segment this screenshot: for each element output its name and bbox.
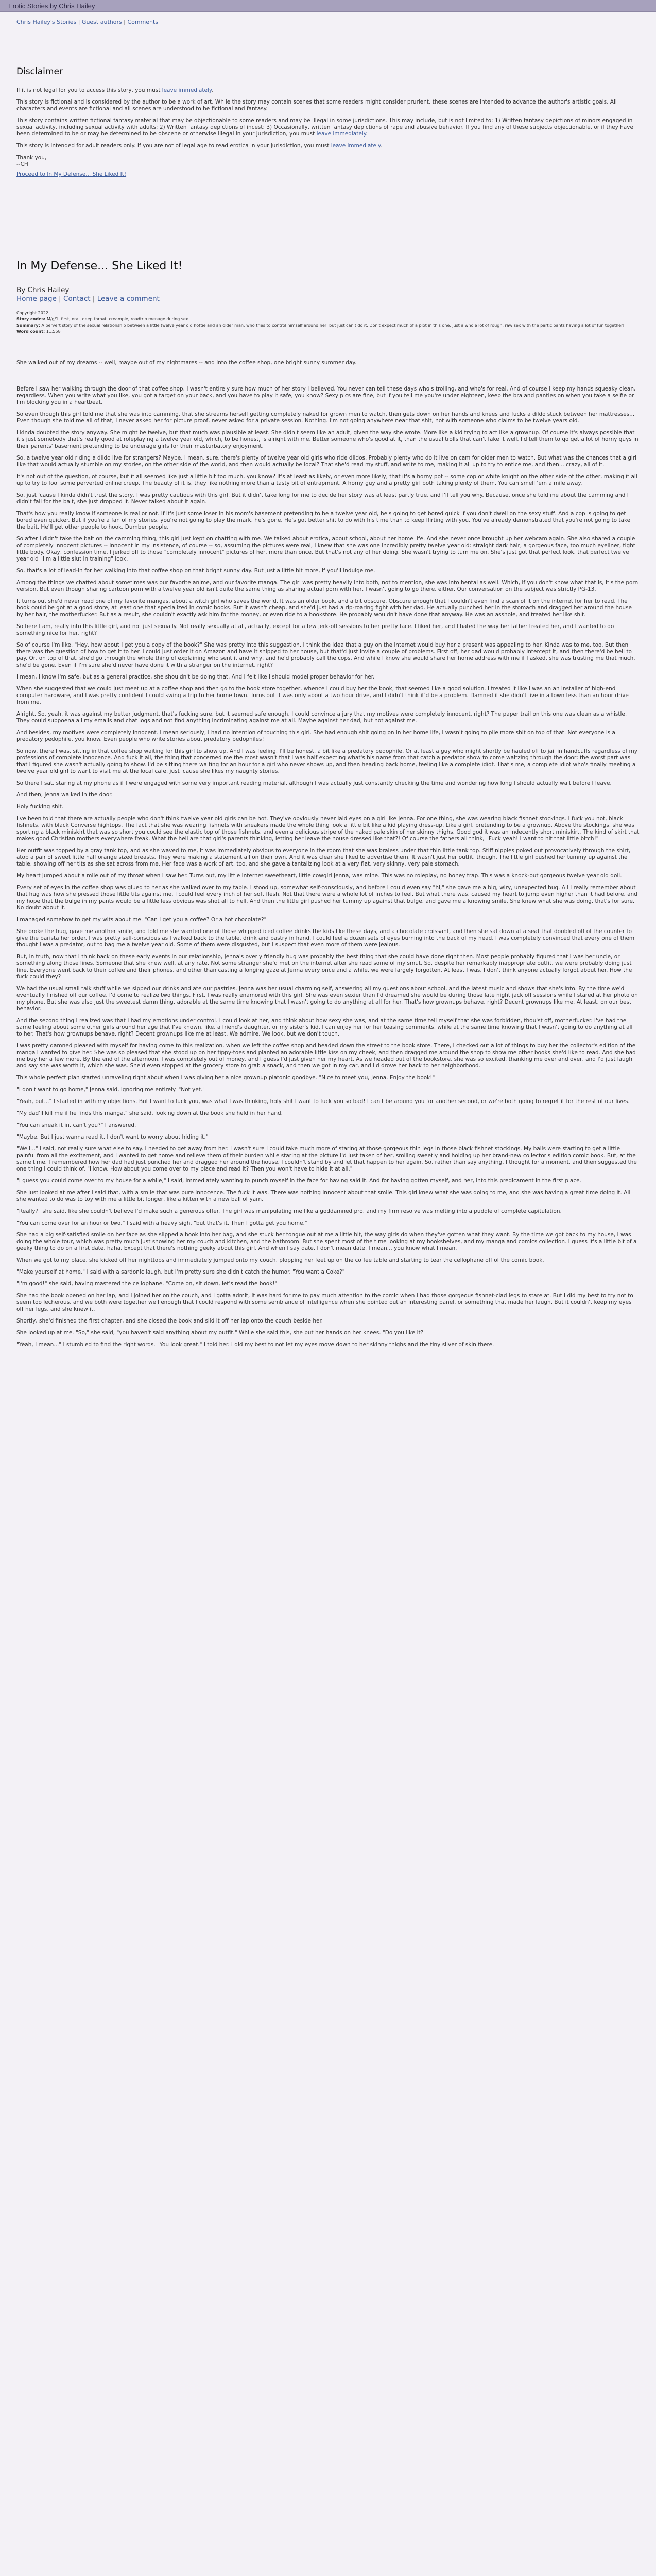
proceed-link[interactable]: Proceed to In My Defense... She Liked It! (16, 171, 127, 177)
story-paragraph: And then, Jenna walked in the door. (16, 792, 113, 798)
disclaimer-paragraph: This story is fictional and is considered by the author to be a work of art. While the story may contain scenes that some readers might consider prurient, these scenes are intended to advance the author's artistic goals. All characters and events are fictional and all scenes are understood to be fictional and fantasy. (16, 99, 617, 112)
disclaimer-paragraph: If it is not legal for you to access this story, you must leave immediately. (16, 87, 213, 93)
word-count: Word count: 11,558 (16, 329, 61, 334)
story-paragraph: Her outfit was topped by a gray tank top, and as she waved to me, it was immediately obvious to everyone in the room that she was braless under that thin little tank top. Stiff nipples poked out provocatively through the shirt, atop a pair of sweet little half orange sized breasts. They were making a statement all on their own. And it was clear she liked to advertise them. It wasn't just her outfit, though. The little girl pushed her tummy up against the table, showing off her tits as she sat across from me. Her face was a work of art, too, and she gave a tantalizing look at a very flat, very skinny, very pale stomach. (16, 848, 631, 867)
story-paragraph: Every set of eyes in the coffee shop was glued to her as she walked over to my table. I stood up, somewhat self-consciously, and before I could even say "hi," she gave me a big, wiry, unexpected hug. All I really remember about that hug was how she pressed those little tits against me. I could feel every inch of her soft flesh. Not that there were a whole lot of inches to feel. But what there was, caused my heart to jump even higher than it had before, and my hope that the bulge in my pants would be a little less obvious was shot all to hell. And then the little girl pushed her tummy up against that bulge, and gave me a knowing smile. She knew what she was doing, that's for sure. No doubt about it. (16, 885, 637, 911)
story-paragraph: "You can sneak it in, can't you?" I answered. (16, 1122, 136, 1128)
story-paragraph: So, that's a lot of lead-in for her walking into that coffee shop on that bright sunny day. But just a little bit more, if you'll indulge me. (16, 568, 375, 574)
story-paragraph: So, just 'cause I kinda didn't trust the story, I was pretty cautious with this girl. But it didn't take long for me to decide her story was at least partly true, and I'll tell you why. Because, once she told me about the camming and I didn't fall for the bait, she just dropped it. Never talked about it again. (16, 492, 629, 505)
story-paragraph: And the second thing I realized was that I had my emotions under control. I could look at her, and think about how sexy she was, and at the same time tell myself that she was forbidden, thou'st off, motherfucker. I've had the same feeling about some other girls around her age that I've known, like, a friend's daughter, or my sister's kid. I can enjoy her for her teasing comments, while at the same time knowing that I wasn't going to do anything at all to her. That's how grownups behave, right? Decent grownups like me at least. We admire. We look, but we don't touch. (16, 1018, 633, 1037)
story-paragraph: When she suggested that we could just meet up at a coffee shop and then go to the book store together, whence I could buy her the book, that seemed like a good solution. I treated it like I was an an installer of high-end computer hardware, and I was pretty confident I could swing a trip to her home town. Turns out it was only about a two hour drive, and I didn't think it'd be a problem. Damned if she didn't live in a town less than an hour drive from me. (16, 686, 629, 705)
story-paragraph: She had the book opened on her lap, and I joined her on the couch, and I gotta admit, it was hard for me to pay much attention to the comic when I had those gorgeous fishnet-clad legs to stare at. But I did my best to try not to seem too lecherous, and we both were together well enough that I could respond with some semblance of intelligence when she pointed out an interesting panel, or something that made her laugh. But it couldn't keep my eyes off her legs, and she knew it. (16, 1293, 633, 1312)
story-byline: By Chris Hailey (16, 286, 70, 294)
story-paragraph: She looked up at me. "So," she said, "you haven't said anything about my outfit." While she said this, she put her hands on her knees. "Do you like it?" (16, 1330, 426, 1336)
story-paragraph: Shortly, she'd finished the first chapter, and she closed the book and slid it off her lap onto the couch beside her. (16, 1318, 323, 1324)
story-paragraph: "Maybe. But I just wanna read it. I don't want to worry about hiding it." (16, 1134, 209, 1140)
leave-link[interactable]: leave immediately (331, 143, 381, 149)
leave-comment-link[interactable]: Leave a comment (97, 295, 160, 303)
link-separator: | (122, 19, 128, 25)
story-paragraph: So now, there I was, sitting in that coffee shop waiting for this girl to show up. And I was feeling, I'll be honest, a bit like a predatory pedophile. Or at least a guy who might shortly be hauled off to jail in handcuffs regardless of my professions of complete innocence. And fuck it all, the thing that concerned me the most wasn't that I was half expecting what's his name from that catch a predator show to come waltzing through the door; the worst part was that I figured she wasn't actually going to show. I'd be sitting there waiting for an hour for a girl who never shows up, and then heading back home, feeling like a complete idiot. That's me, a complete idiot who's finally meeting a twelve year old girl to want to visit me at the local cafe, just 'cause she likes my naughty stories. (16, 748, 638, 774)
story-paragraph: It's not out of the question, of course, but it all seemed like just a little bit too much, you know? It's at least as likely, or even more likely, that it's a horny pot -- some cop or white knight on the other side of the other, making it all up to try to fool some perverted online creep. The beauty of it is, they like nothing more than a tasty bit of entrapment. A horny guy and a pretty girl both taking plenty of them. You can smell 'em a mile away. (16, 473, 637, 486)
story-codes: Story codes: M/g/1, first, oral, deep throat, creampie, roadtrip menage during sex (16, 317, 188, 321)
leave-link[interactable]: leave immediately (316, 131, 366, 137)
story-paragraph: She just looked at me after I said that, with a smile that was pure innocence. The fuck it was. There was nothing innocent about that smile. This girl knew what she was doing to me, and she was having a great time doing it. All she wanted to do was to toy with me a little bit longer, like a kitten with a new ball of yarn. (16, 1190, 631, 1202)
disclaimer-paragraph: This story is intended for adult readers only. If you are not of legal age to read erotica in your jurisdiction, you must leave immediately. (16, 143, 382, 149)
comments-link[interactable]: Comments (127, 19, 159, 25)
story-paragraph: That's how you really know if someone is real or not. If it's just some loser in his mom's basement pretending to be a twelve year old, he's going to get bored quick if you don't dwell on the sexy stuff. And a cop is going to get bored even quicker. But if you're a fan of my stories, you're not going to play the mark, he's gone. He's got better shit to do with his time than to keep flirting with you. You've already demonstrated that you're not going to take the bait. He'll get other people to hook. Dumber people. (16, 511, 631, 530)
story-paragraph: "I don't want to go home," Jenna said, ignoring me entirely. "Not yet." (16, 1087, 205, 1093)
link-separator: | (76, 19, 82, 25)
story-paragraph: "Really?" she said, like she couldn't believe I'd make such a generous offer. The girl was manipulating me like a goddamned pro, and my firm resolve was melting into a puddle of complete capitulation. (16, 1208, 562, 1214)
story-paragraph: We had the usual small talk stuff while we sipped our drinks and ate our pastries. Jenna was her usual charming self, answering all my questions about school, and the latest music and shows that she's into. By the time we'd eventually finished off our coffee, I'd come to realize two things. First, I was really enamored with this girl. She was even sexier than I'd dreamed she would be during those late night jack off sessions while I stared at her photo on my phone. But she was also just the sweetest damn thing, adorable at the same time knowing that I wasn't going to do anything at all for her. That's how grownups behave, right? Decent grownups like me. At least, on our best behavior. (16, 986, 638, 1012)
story-paragraph: Alright. So, yeah, it was against my better judgment, that's fucking sure, but it seemed safe enough. I could convince a jury that my motives were completely innocent, right? The paper trail on this one was clean as a whistle. They could subpoena all my emails and chat logs and not find anything incriminating against me at all. Maybe against her dad, but not against me. (16, 711, 627, 724)
story-paragraph: She broke the hug, gave me another smile, and told me she wanted one of those whipped iced coffee drinks the kids like these days, and a chocolate croissant, and then she sat down at a seat that doubled off of the counter to give the barista her order. I was pretty self-conscious as I walked back to the table, drink and pastry in hand. I could feel a dozen sets of eyes burning into the back of my head. I was completely convinced that every one of them thought I was a predator, out to bag me a twelve year old. Some of them were disgusted, but I suspect that even more of them were jealous. (16, 928, 635, 948)
story-paragraph: "My dad'll kill me if he finds this manga," she said, looking down at the book she held in her hand. (16, 1110, 283, 1116)
story-paragraph: So, a twelve year old riding a dildo live for strangers? Maybe. I mean, sure, there's plenty of twelve year old girls who ride dildos. Probably plenty who do it live on cam for older men to watch. But what was the chances that a girl like that would actually stumble on my stories, on the other side of the world, and then would actually be local? That she'd read my stuff, and write to me, making it all up to try to entice me, and then... crazy, all of it. (16, 455, 637, 468)
story-paragraph: Holy fucking shit. (16, 804, 64, 810)
story-paragraph: I managed somehow to get my wits about me. "Can I get you a coffee? Or a hot chocolate?" (16, 917, 267, 923)
contact-link[interactable]: Contact (63, 295, 91, 303)
story-paragraph: Among the things we chatted about sometimes was our favorite anime, and our favorite manga. The girl was pretty heavily into both, not to mention, she was into hentai as well. Which, if you don't know what that is, it's the porn version. But even though sharing cartoon porn with a twelve year old isn't quite the same thing as sharing actual porn with her, I wasn't going to go there, either. Our conversation on the subject was strictly PG-13. (16, 580, 638, 592)
story-body (16, 360, 640, 1348)
top-links (16, 19, 640, 25)
story-paragraph: But, in truth, now that I think back on these early events in our relationship, Jenna's overly friendly hug was probably the best thing that she could have done right then. Most people probably figured that I was her uncle, or something along those lines. Someone that she knew well, at any rate. Not some stranger she'd met on the internet after she read some of my smut. So, despite her remarkably inappropriate outfit, we were probably doing just fine. Everyone went back to their coffee and their phones, and other than casting a longing gaze at Jenna every once and a while, we were largely forgotten. At least I was. I don't think anyone actually forgot about her. How the fuck could they? (16, 954, 632, 980)
story-paragraph: "Make yourself at home," I said with a sardonic laugh, but I'm pretty sure she didn't catch the humor. "You want a Coke?" (16, 1269, 345, 1275)
story-paragraph: I was pretty damned pleased with myself for having come to this realization, when we left the coffee shop and headed down the street to the book store. There, I checked out a lot of things to buy her the collector's edition of the manga I wanted to give her. She was so pleased that she stood up on her tippy-toes and planted an adorable little kiss on my cheek, and then dragged me around the shop to show me other books she'd like to read. And she had me buy her a few more. By the end of the afternoon, I was completely out of money, and I guess I'd just given her my heart. As we headed out of the bookstore, she was so excited, thanking me over and over, and I'd just laugh and say she was worth it, which she was. She'd even stopped at the grocery store to grab a snack, and then we got in my car, and I'd drove her back to her neighborhood. (16, 1043, 636, 1069)
story-paragraph: This whole perfect plan started unraveling right about when I was giving her a nice grownup platonic goodbye. "Nice to meet you, Jenna. Enjoy the book!" (16, 1075, 435, 1081)
story-paragraph: "I guess you could come over to my house for a while," I said, immediately wanting to punch myself in the face for having said it. And for having gotten myself, and her, into this predicament in the first place. (16, 1178, 581, 1184)
leave-link[interactable]: leave immediately (162, 87, 212, 93)
story-paragraph: When we got to my place, she kicked off her nighttops and immediately jumped onto my couch, plopping her feet up on the coffee table and starting to tear the cellophane off of the comic book. (16, 1257, 544, 1263)
page-content (0, 19, 656, 1348)
story-paragraph: My heart jumped about a mile out of my throat when I saw her. Turns out, my little internet sweetheart, little cowgirl Jenna, was mine. This was no roleplay, no honey trap. This was a knock-out gorgeous twelve year old doll. (16, 873, 622, 879)
story-paragraph: "Yeah, I mean..." I stumbled to find the right words. "You look great." I told her. I did my best to not let my eyes move down to her skinny thighs and the tiny sliver of skin there. (16, 1342, 494, 1348)
disclaimer-heading: Disclaimer (16, 66, 63, 77)
story-paragraph: "I'm good!" she said, having mastered the cellophane. "Come on, sit down, let's read the book!" (16, 1281, 278, 1287)
story-paragraph: "You can come over for an hour or two," I said with a heavy sigh, "but that's it. Then I gotta get you home." (16, 1220, 307, 1226)
story-paragraph: She walked out of my dreams -- well, maybe out of my nightmares -- and into the coffee shop, one bright sunny summer day. (16, 360, 357, 366)
story-paragraph: Before I saw her walking through the door of that coffee shop, I wasn't entirely sure how much of her story I believed. You never can tell these days who's trolling, and who's for real. And of course I keep my hands squeaky clean, regardless. When you write what you like, you got a target on your back, and you have to play it safe, you know? Sexy pics are fine, but if you tell me you're under eighteen, keep the bra and panties on when you take a selfie or I'm blocking you in a heartbeat. (16, 386, 636, 405)
story-paragraph: And besides, my motives were completely innocent. I mean seriously, I had no intention of touching this girl. She had enough shit going on in her home life, I wasn't going to pile more shit on top of that. Not everyone is a predatory pedophile, you know. Even people who write stories about predatory pedophiles! (16, 730, 615, 742)
story-title: In My Defense... She Liked It! (16, 260, 183, 273)
story-paragraph: She had a big self-satisfied smile on her face as she slipped a book into her bag, and she stuck her tongue out at me a little bit, the way girls do when they've gotten what they want. By the time we got back to my house, I was doing the whole tour, which was pretty much just showing her my couch and kitchen, and the bathroom. But she spent most of the time looking at my bookshelves, and my manga and comics collection. I guess it's a little bit of a geeky thing to do on a first date, haha. Except that there's nothing geeky about this girl. And when I say date, I don't mean date. I mean... you know what I mean. (16, 1232, 637, 1251)
disclaimer-signoff: Thank you, --CH (16, 155, 47, 167)
archive-link[interactable]: Chris Hailey's Stories (16, 19, 77, 25)
guest-authors-link[interactable]: Guest authors (81, 19, 122, 25)
story-paragraph: It turns out she'd never read one of my favorite mangas, about a witch girl who saves the world. It was an older book, and a bit obscure. Obscure enough that I couldn't even find a scan of it on the internet for her to read. The book could be got at a good store, at least one that specialized in comic books. But it wasn't cheap, and she'd just had a rip-roaring fight with her dad. He actually punched her in the stomach and dragged her around the house by her hair, the motherfucker. But as a result, she couldn't exactly ask him for the money, or even ride to a bookstore. He probably wouldn't have done that anyway. He was an asshole, and treated her like shit. (16, 598, 632, 618)
home-page-link[interactable]: Home page (16, 295, 57, 303)
story-paragraph: So there I sat, staring at my phone as if I were engaged with some very important reading material, although I was actually just constantly checking the time and wondering how long I should actually wait before I leave. (16, 780, 612, 786)
story-paragraph: So of course I'm like, "Hey, how about I get you a copy of the book?" She was pretty into this suggestion. I think the idea that a guy on the internet would buy her a present was appealing to her. Kinda was to me, too. But then there was the question of how to get it to her. I could just order it on Amazon and have it shipped to her house, but that'd just invite a couple of problems. First off, her dad would probably intercept it, and then there'd be hell to pay. Or, on top of that, she'd go through the whole thing of explaining who sent it and why, and he'd probably call the cops. And while I know she would share her home address with me if I asked, she was trusting me that much, she'd be gone. Even if I'm sure she'd never have done it with a stranger on the internet, right? (16, 642, 635, 668)
story-paragraph: "Well..." I said, not really sure what else to say. I needed to get away from her. I wasn't sure I could take much more of staring at those gorgeous thin legs in those black fishnet stockings. My balls were starting to get a little painful from all the excitement, and I wanted to get home and relieve them of their burden while staring at the picture I'd just taken of her, smiling sweetly and holding up her brand-new collector's edition comic book. But, at the same time, I remembered how her dad had just punched her and dragged her around the house. I couldn't stand by and let that happen to her again. So, rather than say anything, I thought for a moment, and then suggested the one thing I could think of. "I know. How about you come over to my place and read it? Then you won't have to hide it at all." (16, 1146, 637, 1172)
story-paragraph: So even though this girl told me that she was into camming, that she streams herself getting completely naked for grown men to watch, then gets down on her hands and knees and fucks a dildo stuck between her mattresses... Even though she told me all of that, I never asked her for picture proof, never asked for a private session. Nothing. I'm not going anywhere near that shit, not with someone who claims to be twelve years old. (16, 411, 635, 424)
story-paragraph: "Yeah, but..." I started in with my objections. But I want to fuck you, was what I was thinking, holy shit I want to fuck you so bad! I can't be around you for another second, or we're both going to regret it for the rest of our lives. (16, 1098, 630, 1105)
disclaimer-paragraph: This story contains written fictional fantasy material that may be objectionable to some readers and may be illegal in some jurisdictions. This may include, but is not limited to: 1) Written fantasy depictions of minors engaged in sexual activity, including sexual activity with adults; 2) Written fantasy depictions of incest; 3) Occasionally, written fantasy depictions of rape and abusive behavior. If you find any of these subjects objectionable, or if they have been determined to be or may be determined to be obscene or otherwise illegal in your jurisdiction, you must leave immediately. (16, 117, 633, 137)
copyright: Copyright 2022 (16, 311, 48, 315)
site-header-bar (0, 0, 656, 12)
story-nav-links: Home page | Contact | Leave a comment (16, 295, 160, 303)
site-title[interactable]: Erotic Stories by Chris Hailey (8, 2, 95, 10)
story-paragraph: So after I didn't take the bait on the camming thing, this girl just kept on chatting with me. We talked about erotica, about school, about her home life. And she never once brought up her webcam again. She also shared a couple of completely innocent pictures -- innocent in my insistence, of course -- so, assuming the pictures were real, I knew that she was one incredibly pretty twelve year old: straight dark hair, a gorgeous face, too much eyeliner, tight little body. Okay, confession time, I jerked off to those "completely innocent" pictures of her, more than once. But that's not any of her doing. She wasn't trying to turn me on. She's just got that perfect look, that perfect twelve year old "I'm a little slut in training" look. (16, 536, 635, 562)
story-paragraph: I mean, I know I'm safe, but as a general practice, she shouldn't be doing that. And I felt like I should model proper behavior for her. (16, 674, 375, 680)
story-summary: Summary: A pervert story of the sexual relationship between a little twelve year old hottie and an older man; who tries to control himself around her, but just can't do it. Don't expect much of a plot in this one, just a whole lot of rough, raw sex with the participants having a lot of fun together! (16, 323, 625, 328)
story-paragraph: So here I am, really into this little girl, and not just sexually. Not really sexually at all, actually, except for a few jerk-off sessions to her pretty face. I liked her, and I hated the way her father treated her, and I wanted to do something nice for her, right? (16, 623, 614, 636)
story-paragraph: I've been told that there are actually people who don't think twelve year old girls can be hot. They've obviously never laid eyes on a girl like Jenna. For one thing, she was wearing black fishnet stockings. I fuck you not, black fishnets, with black Converse hightops. The fact that she was wearing fishnets with sneakers made the whole thing look a little bit like a kid playing dress-up. Like a girl, pretending to be a grownup. Above the stockings, she was sporting a black miniskirt that was so short you could see the elastic top of those fishnets, and even a delicious stripe of the naked pale skin of her skinny thighs. Good god it was an indecently short miniskirt. The kind of skirt that makes good Christian mothers everywhere freak. What the hell are that girl's parents thinking, letting her leave the house dressed like that?! Of course the fathers all think, "Fuck yeah! I want to hit that little bitch!" (16, 816, 640, 842)
story-paragraph: I kinda doubted the story anyway. She might be twelve, but that much was plausible at least. She didn't seem like an adult, given the way she wrote. More like a kid trying to act like a grownup. Of course it's always possible that it's just somebody that's really good at roleplaying a twelve year old, which, to be honest, is alright with me. Better someone who's good at it, than the usual trolls that can't fake it well. I'd tell them to go get a lot of horny guys in their parents' basement pretending to be underage girls for their masturbatory enjoyment. (16, 430, 638, 449)
